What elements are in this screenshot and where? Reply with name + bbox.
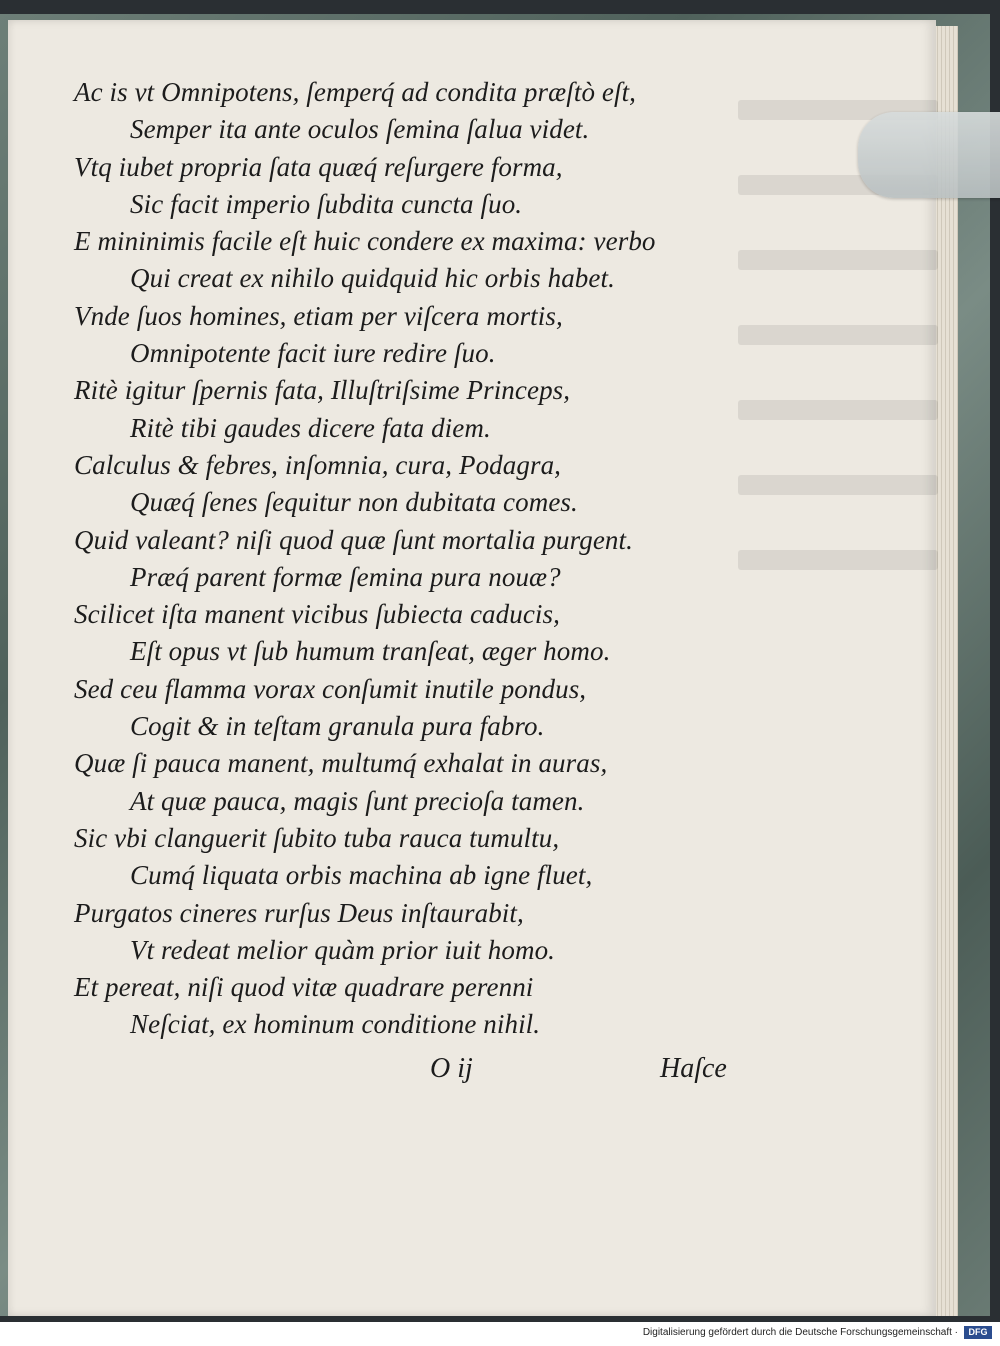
verse-block xyxy=(74,74,774,1044)
verse-line: Cumq́ liquata orbis machina ab igne fluet, xyxy=(130,860,593,891)
verse-line: At quæ pauca, magis ſunt precioſa tamen. xyxy=(130,785,585,816)
verse-line: Quæ ſi pauca manent, multumq́ exhalat in auras, xyxy=(74,748,608,779)
verse-line: Ac is vt Omnipotens, ſemperq́ ad condita præſtò eſt, xyxy=(74,77,637,107)
verse-line: Semper ita ante oculos ſemina ſalua videt. xyxy=(130,114,590,145)
dfg-logo: DFG xyxy=(964,1326,992,1339)
verse-line: Vt redeat melior quàm prior iuit homo. xyxy=(130,934,556,965)
verse-line: Et pereat, niſi quod vitæ quadrare perenni xyxy=(74,972,534,1003)
verse-line: Scilicet iſta manent vicibus ſubiecta caducis, xyxy=(74,599,560,630)
verse-line: Sed ceu flamma vorax conſumit inutile pondus, xyxy=(74,673,587,704)
verse-line: Præq́ parent formæ ſemina pura nouæ? xyxy=(130,561,561,592)
verse-line: Vnde ſuos homines, etiam per viſcera mortis, xyxy=(74,300,563,331)
verse-line: Ritè tibi gaudes dicere fata diem. xyxy=(130,412,491,443)
verse-line: Vtq iubet propria ſata quæq́ reſurgere forma, xyxy=(74,151,563,182)
catchword: Haſce xyxy=(660,1053,727,1084)
verse-line: Quæq́ ſenes ſequitur non dubitata comes. xyxy=(130,487,578,518)
verse-line: Neſciat, ex hominum conditione nihil. xyxy=(130,1009,541,1040)
verse-line: Sic facit imperio ſubdita cuncta ſuo. xyxy=(130,188,523,219)
verse-line: Calculus & febres, inſomnia, cura, Podagra, xyxy=(74,449,562,480)
verse-line: Purgatos cineres rurſus Deus inſtaurabit, xyxy=(74,897,524,928)
verse-line: Cogit & in teſtam granula pura fabro. xyxy=(130,711,545,742)
verse-line: Qui creat ex nihilo quidquid hic orbis habet. xyxy=(130,263,615,294)
verse-line: Ritè igitur ſpernis fata, Illuſtriſsime Princeps, xyxy=(74,375,571,406)
page-marker-tab xyxy=(858,112,1000,198)
verse-line: Sic vbi clanguerit ſubito tuba rauca tumultu, xyxy=(74,822,560,853)
verse-line: Quid valeant? niſi quod quæ ſunt mortalia purgent. xyxy=(74,524,633,555)
verse-line: Omnipotente facit iure redire ſuo. xyxy=(130,338,496,369)
verse-line: E mininimis facile eſt huic condere ex maxima: verbo xyxy=(74,226,656,257)
verse-line: Eſt opus vt ſub humum tranſeat, æger homo. xyxy=(130,636,611,667)
funding-credit: Digitalisierung gefördert durch die Deutsche Forschungsgemeinschaft · xyxy=(642,1327,958,1338)
signature-mark: O ij xyxy=(430,1053,473,1084)
